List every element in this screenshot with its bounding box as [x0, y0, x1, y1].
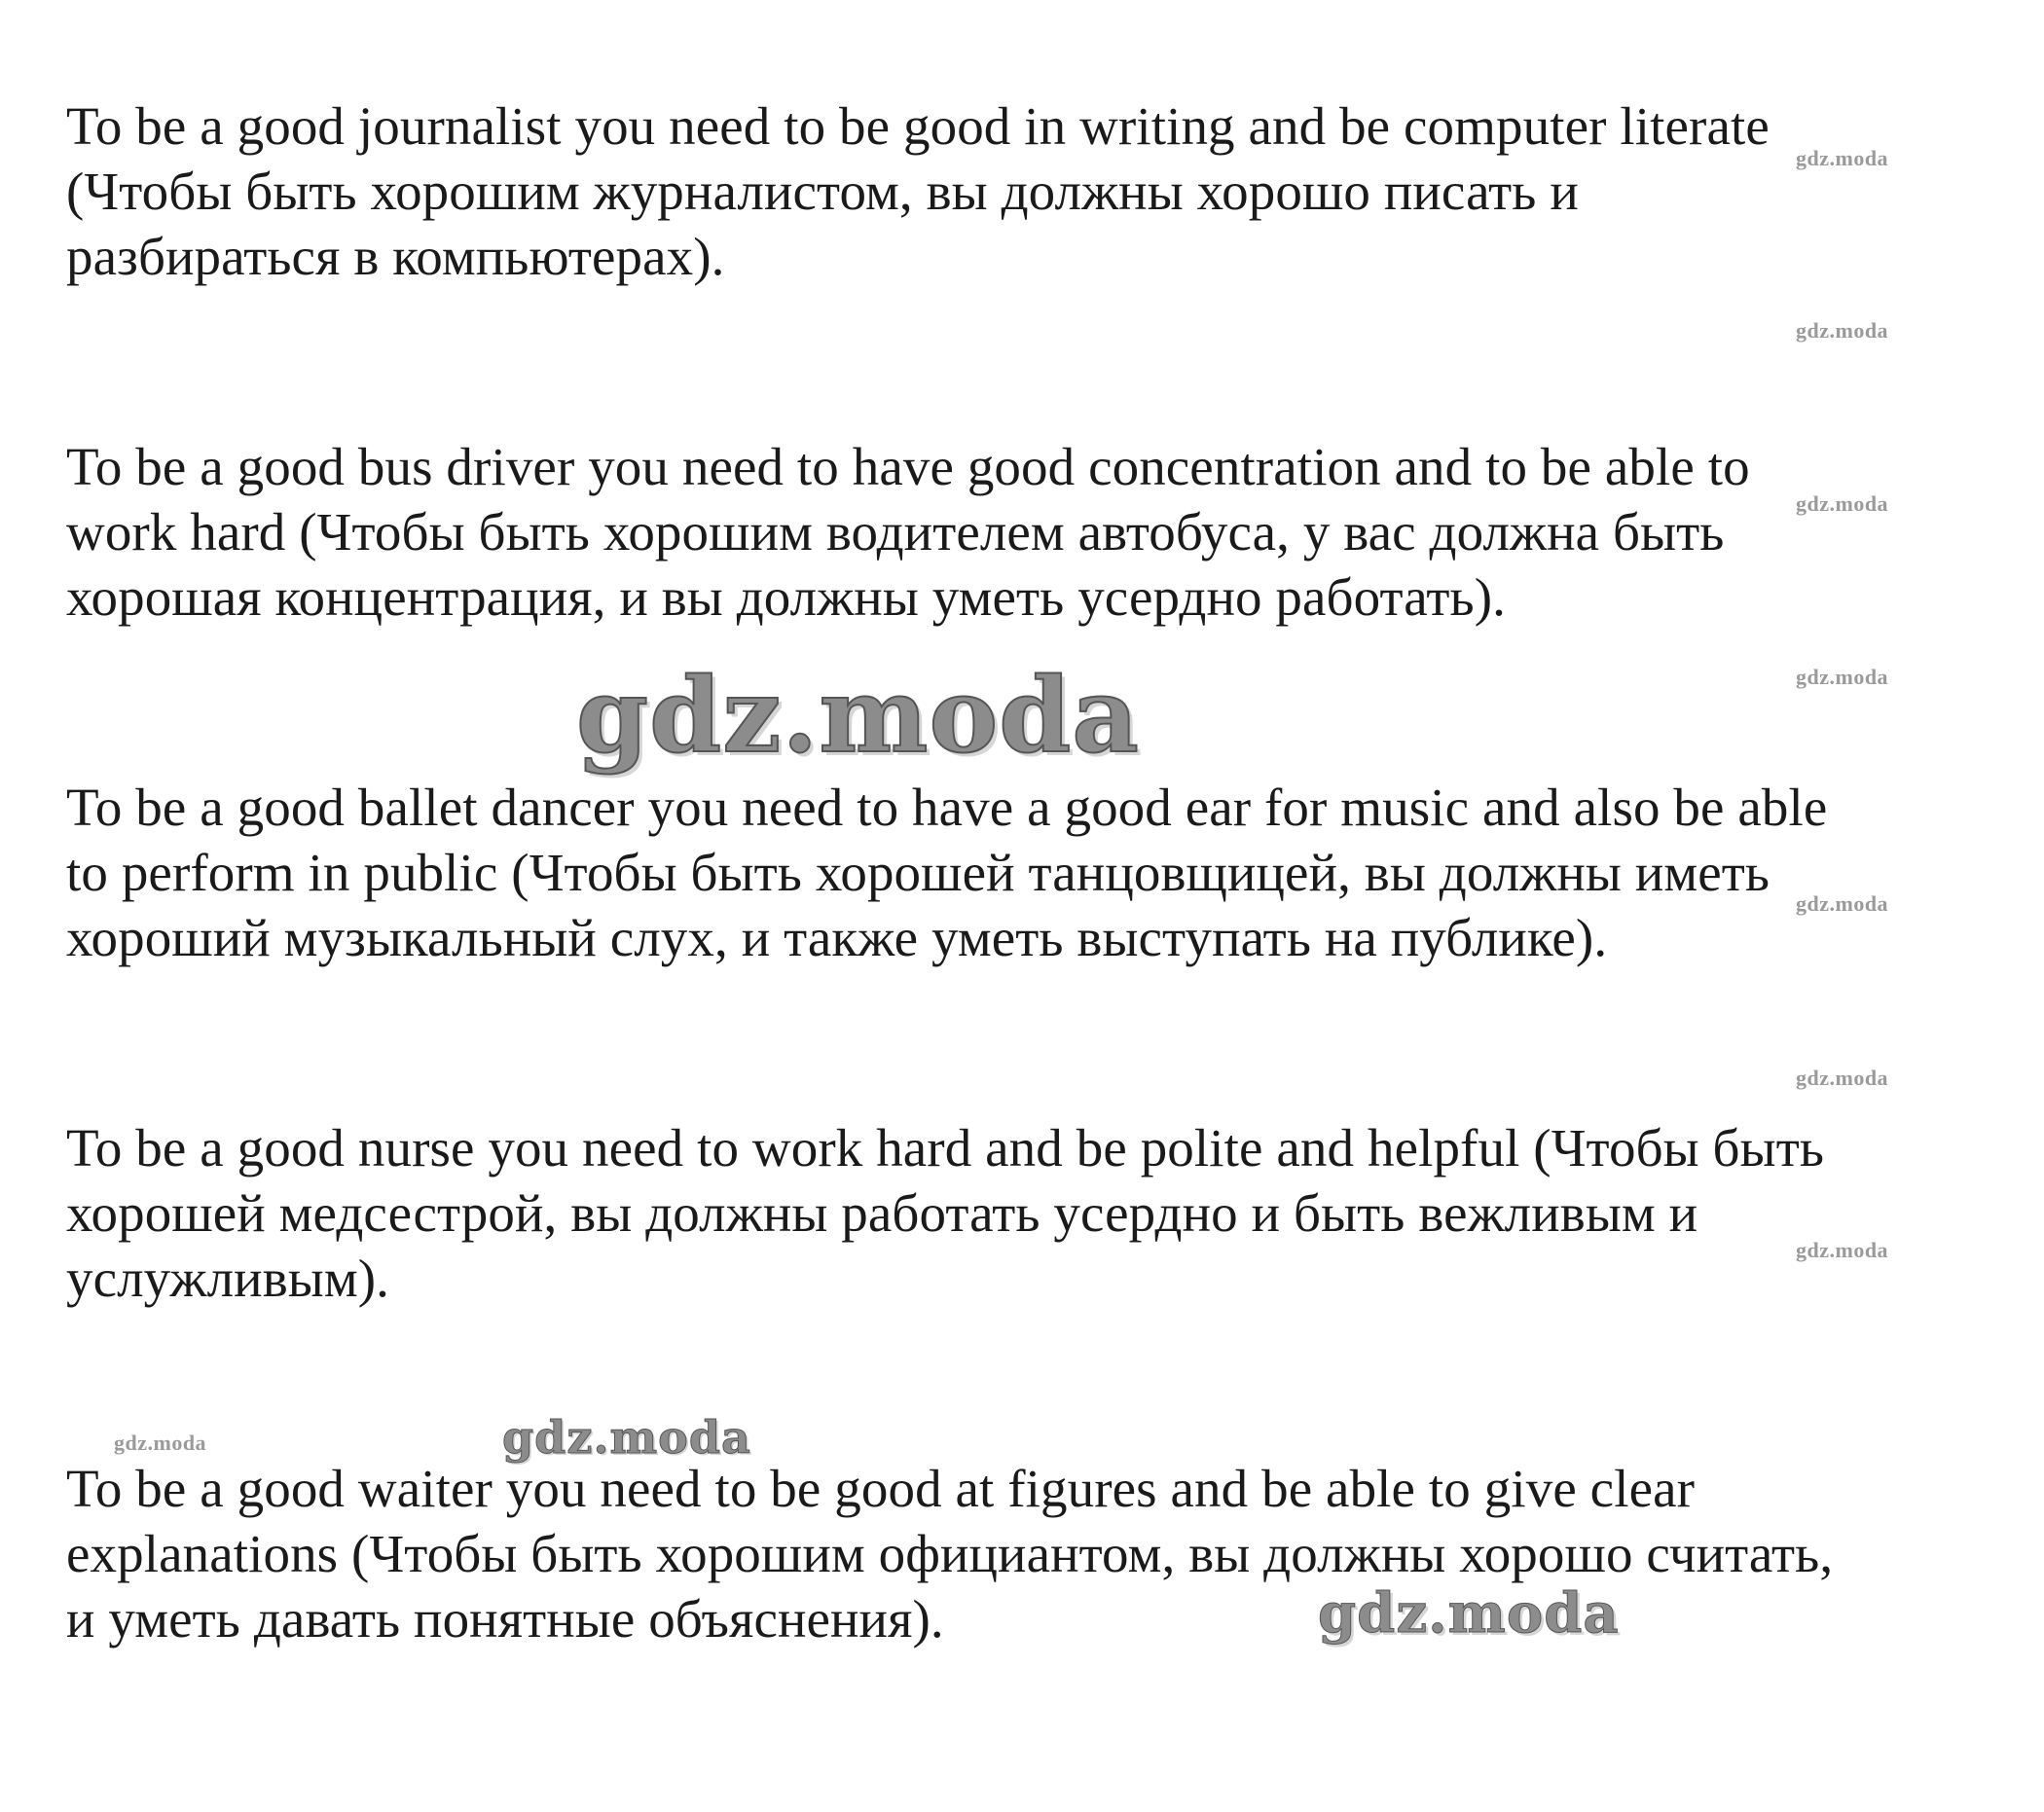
watermark-large: gdz.moda	[576, 654, 1140, 776]
watermark-small: gdz.moda	[1796, 1066, 1889, 1090]
watermark-small: gdz.moda	[1796, 665, 1889, 689]
paragraph-line: To be a good nurse you need to work hard and be polite and helpful (Чтобы быть	[66, 1118, 1825, 1178]
paragraph-line: To be a good bus driver you need to have good concentration and to be able to	[66, 437, 1750, 496]
paragraph-line: и уметь давать понятные объяснения).	[66, 1589, 944, 1649]
paragraph-line: explanations (Чтобы быть хорошим официантом, вы должны хорошо считать,	[66, 1524, 1834, 1583]
paragraph-line: услужливым).	[66, 1249, 390, 1308]
watermark-small: gdz.moda	[1796, 146, 1889, 170]
paragraph-line: work hard (Чтобы быть хорошим водителем автобуса, у вас должна быть	[66, 502, 1725, 562]
watermark-small: gdz.moda	[1796, 891, 1889, 916]
watermark-medium: gdz.moda	[1318, 1581, 1620, 1646]
watermark-small: gdz.moda	[1796, 491, 1889, 516]
paragraph-waiter	[66, 1456, 1974, 1651]
watermark-small: gdz.moda	[114, 1431, 207, 1455]
watermark-small: gdz.moda	[1796, 1238, 1889, 1262]
paragraph-line: (Чтобы быть хорошим журналистом, вы должны хорошо писать и	[66, 162, 1579, 221]
paragraph-line: To be a good journalist you need to be good in writing and be computer literate	[66, 96, 1770, 156]
watermark-medium: gdz.moda	[502, 1411, 751, 1464]
paragraph-line: To be a good ballet dancer you need to have a good ear for music and also be able	[66, 778, 1828, 837]
paragraph-journalist	[66, 93, 1974, 289]
paragraph-line: хорошей медсестрой, вы должны работать усердно и быть вежливым и	[66, 1183, 1698, 1243]
paragraph-nurse	[66, 1115, 1974, 1311]
paragraph-bus-driver	[66, 434, 1974, 630]
paragraph-line: разбираться в компьютерах).	[66, 227, 725, 286]
paragraph-line: to perform in public (Чтобы быть хорошей танцовщицей, вы должны иметь	[66, 843, 1770, 902]
paragraph-ballet-dancer	[66, 775, 1974, 970]
watermark-small: gdz.moda	[1796, 318, 1889, 343]
paragraph-line: хороший музыкальный слух, и также уметь выступать на публике).	[66, 908, 1608, 967]
paragraph-line: хорошая концентрация, и вы должны уметь усердно работать).	[66, 567, 1506, 627]
paragraph-line: To be a good waiter you need to be good at figures and be able to give clear	[66, 1459, 1696, 1518]
